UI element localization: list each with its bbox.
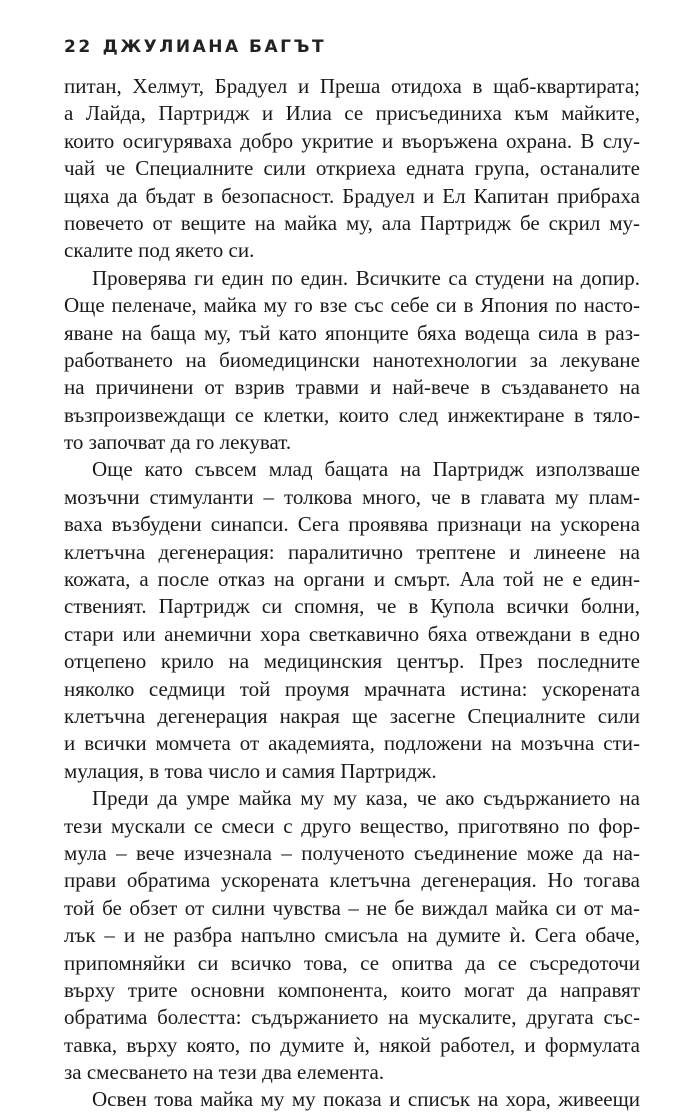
text-line: мозъчни стимуланти – толкова много, че в главата му плам-: [64, 484, 640, 509]
text-line: Още като съвсем млад бащата на Партридж използваше: [92, 457, 640, 482]
text-line: Освен това майка му му показа и списък на хора, живеещи: [92, 1087, 640, 1112]
paragraph: [64, 456, 640, 785]
text-line: чай че Специалните сили откриеха едната група, останалите: [64, 156, 640, 181]
text-line: повечето от вещите на майка му, ала Партридж бе скрил му-: [64, 210, 640, 235]
text-line: а Лайда, Партридж и Илиа се присъединиха към майките,: [64, 101, 640, 126]
paragraph: [64, 265, 640, 457]
text-line: Преди да умре майка му му каза, че ако съдържанието на: [92, 786, 640, 811]
text-line: Проверява ги един по един. Всичките са студени на допир.: [92, 265, 640, 290]
text-line: кожата, а после отказ на органи и смърт. Ала той не е един-: [64, 567, 640, 592]
text-line: щяха да бъдат в безопасност. Брадуел и Ел Капитан прибраха: [64, 183, 640, 208]
text-line: за смесването на тези два елемента.: [64, 1060, 385, 1085]
text-line: Още пеленаче, майка му го взе със себе си в Япония по насто-: [64, 293, 640, 318]
text-line: ственият. Партридж си спомня, че в Купола всички болни,: [64, 594, 640, 619]
text-line: и всички момчета от академията, подложени на мозъчна сти-: [64, 731, 640, 756]
text-line: лък – и не разбра напълно смисъла на думите ѝ. Сега обаче,: [64, 923, 640, 948]
author-name: ДЖУЛИАНА БАГЪТ: [102, 37, 327, 57]
text-line: които осигуряваха добро укритие и въоръжена охрана. В слу-: [64, 128, 640, 153]
text-line: на причинени от взрив травми и най-вече в създаването на: [64, 375, 640, 400]
text-line: тавка, върху която, по думите ѝ, някой работел, и формулата: [64, 1032, 640, 1057]
text-line: тези мускали се смеси с друго вещество, приготвяно по фор-: [64, 813, 640, 838]
text-line: обратима болестта: съдържанието на мускалите, другата със-: [64, 1005, 640, 1030]
text-line: възпроизвеждащи се клетки, които след инжектиране в тяло-: [64, 402, 640, 427]
text-line: мула – вече изчезнала – полученото съединение може да на-: [64, 840, 640, 865]
text-line: мулация, в това число и самия Партридж.: [64, 758, 437, 783]
text-line: отцепено крило на медицинския център. През последните: [64, 649, 640, 674]
running-header: [64, 37, 326, 57]
text-line: клетъчна дегенерация накрая ще засегне Специалните сили: [64, 703, 640, 728]
text-line: скалите под якето си.: [64, 238, 255, 263]
paragraph: [64, 1086, 640, 1113]
text-line: той бе обзет от силни чувства – не бе виждал майка си от ма-: [64, 895, 640, 920]
text-line: яване на баща му, тъй като японците бяха водеща сила в раз-: [64, 320, 640, 345]
text-line: ваха възбудени синапси. Сега проявява признаци на ускорена: [64, 512, 640, 537]
body-text: [64, 73, 640, 1114]
text-line: клетъчна дегенерация: паралитично трептене и линеене на: [64, 539, 640, 564]
text-line: няколко седмици той проумя мрачната истина: ускорената: [64, 676, 640, 701]
text-line: върху трите основни компонента, които могат да направят: [64, 977, 640, 1002]
text-line: то започват да го лекуват.: [64, 430, 292, 455]
text-line: припомняйки си всичко това, се опитва да се съсредоточи: [64, 950, 640, 975]
text-line: стари или анемични хора светкавично бяха отвеждани в едно: [64, 621, 640, 646]
text-line: питан, Хелмут, Брадуел и Преша отидоха в щаб-квартирата;: [64, 74, 640, 98]
page-number: 22: [64, 37, 93, 57]
text-line: прави обратима ускорената клетъчна дегенерация. Но тогава: [64, 868, 640, 893]
text-line: работването на биомедицински нанотехнологии за лекуване: [64, 347, 640, 372]
paragraph: [64, 73, 640, 265]
paragraph: [64, 785, 640, 1086]
